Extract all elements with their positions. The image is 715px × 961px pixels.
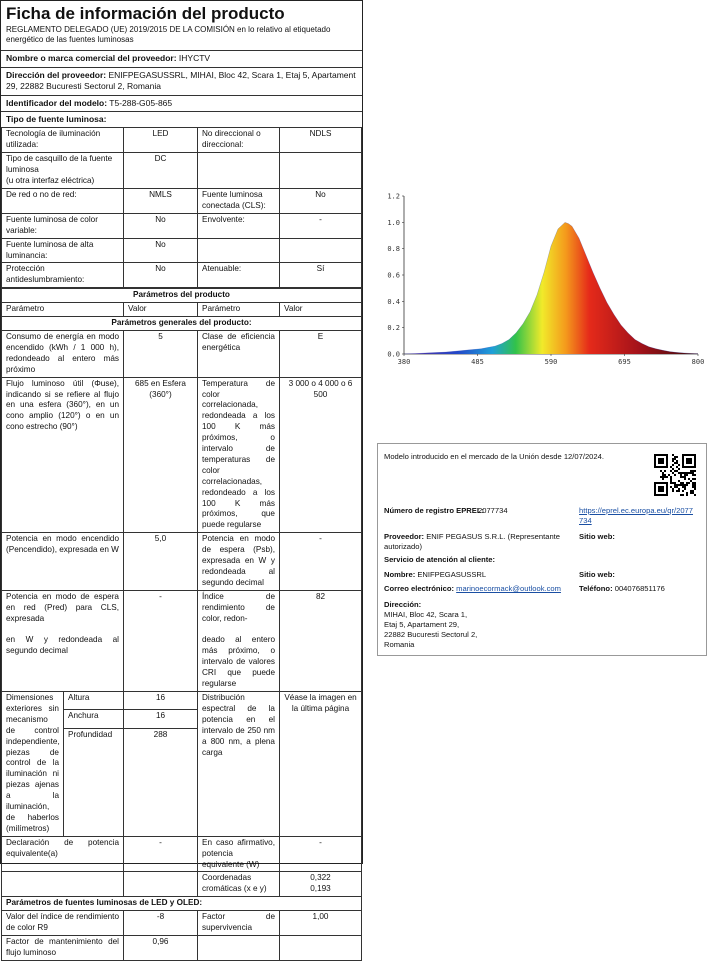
spectrum-area xyxy=(404,222,698,354)
x-tick-label: 800 xyxy=(691,358,705,366)
spectral-distribution-chart xyxy=(380,188,706,370)
supplier-address-value: ENIFPEGASUSSRL, MIHAI, Bloc 42, Scara 1, Etaj 5, Apartament 29, 22882 Bucuresti Sectorul 2, Romania xyxy=(6,69,356,92)
cell-label: Coordenadas cromáticas (x e y) xyxy=(198,872,280,897)
supplier-address-row xyxy=(1,67,362,95)
header-value: Valor xyxy=(124,303,198,317)
cell-value: - xyxy=(124,836,198,872)
address-line: MIHAI, Bloc 42, Scara 1, xyxy=(384,610,468,619)
dimension-key: Altura xyxy=(64,691,124,709)
supplier-address-label: Dirección del proveedor: xyxy=(6,69,107,80)
cell-empty xyxy=(2,872,124,897)
email-line xyxy=(384,584,561,594)
cell-label: Atenuable: xyxy=(198,263,280,288)
table-row xyxy=(2,263,362,288)
cell-text: en W y redondeada al segundo decimal xyxy=(6,635,119,656)
table-row xyxy=(2,533,362,591)
cell-label: Fuente luminosa conectada (CLS): xyxy=(198,189,280,214)
cell-label xyxy=(2,590,124,691)
y-tick-label: 0.0 xyxy=(387,350,400,359)
cell-label xyxy=(198,238,280,263)
cell-label: Envolvente: xyxy=(198,213,280,238)
cell-label: Declaración de potencia equivalente(a) xyxy=(2,836,124,872)
eprel-label: Número de registro EPREL: xyxy=(384,506,485,515)
plot-area xyxy=(387,193,704,367)
product-parameters-table xyxy=(1,288,362,961)
table-row xyxy=(2,836,362,872)
y-tick-label: 0.8 xyxy=(387,245,400,254)
table-row xyxy=(2,189,362,214)
cell-label: Temperatura de color correlacionada, redondeada a los 100 K más próximos, o intervalo de temperaturas de color correlacionadas, redondeado a los 100 K más próximos, que puede regularse xyxy=(198,377,280,533)
supplier-name-label: Nombre o marca comercial del proveedor: xyxy=(6,53,177,64)
header-parameter: Parámetro xyxy=(2,303,124,317)
phone-line xyxy=(579,584,665,594)
regulation-text: REGLAMENTO DELEGADO (UE) 2019/2015 DE LA COMISIÓN en lo relativo al etiquetado energético de las fuentes luminosas xyxy=(6,24,331,45)
cell-label: Tecnología de iluminación utilizada: xyxy=(2,128,124,153)
dimension-key: Anchura xyxy=(64,710,124,728)
cell-text: Índice de rendimiento de color, redon- xyxy=(202,591,275,623)
header-value: Valor xyxy=(280,303,362,317)
address-line: 22882 Bucuresti Sectorul 2, xyxy=(384,629,478,639)
cell-label: Factor de mantenimiento del flujo luminoso xyxy=(2,936,124,961)
chroma-x: 0,322 xyxy=(310,873,331,883)
cell-label: Potencia en modo de espera (Psb), expresada en W y redondeada al segundo decimal xyxy=(198,533,280,591)
website2-label: Sitio web: xyxy=(579,570,615,579)
source-type-heading: Tipo de fuente luminosa: xyxy=(1,111,362,127)
cell-label: Consumo de energía en modo encendido (kWh / 1 000 h), redondeado al entero más próximo xyxy=(2,330,124,377)
dimension-key: Profundidad xyxy=(64,728,124,836)
cell-text: (u otra interfaz eléctrica) xyxy=(6,176,95,186)
cell-value: - xyxy=(124,590,198,691)
name-line xyxy=(384,570,486,580)
cell-value: 82 xyxy=(280,590,362,691)
cell-label: Distribución espectral de la potencia en el intervalo de 250 nm a 800 nm, a plena carga xyxy=(198,691,280,836)
y-tick-label: 0.6 xyxy=(387,271,400,280)
cell-value: 685 en Esfera (360°) xyxy=(124,377,198,533)
table-row xyxy=(2,238,362,263)
x-tick-label: 485 xyxy=(471,358,484,366)
source-type-table xyxy=(1,127,362,288)
market-intro-text: Modelo introducido en el mercado de la Unión desde 12/07/2024. xyxy=(384,452,604,461)
chroma-y: 0,193 xyxy=(310,884,331,894)
cell-value: -8 xyxy=(124,911,198,936)
cell-label: Potencia en modo encendido (Pencendido), expresada en W xyxy=(2,533,124,591)
address-block xyxy=(384,610,477,649)
cell-value xyxy=(280,872,362,897)
cell-label: Fuente luminosa de color variable: xyxy=(2,213,124,238)
cell-value: No xyxy=(280,189,362,214)
y-tick-label: 1.2 xyxy=(387,192,400,201)
cell-value: 5 xyxy=(124,330,198,377)
table-row xyxy=(2,872,362,897)
supplier-name-value: IHYCTV xyxy=(178,53,211,64)
cell-value: Véase la imagen en la última página xyxy=(280,691,362,836)
cell-value: NDLS xyxy=(280,128,362,153)
y-tick-label: 0.4 xyxy=(387,297,400,306)
cell-label: En caso afirmativo, potencia equivalente (W) xyxy=(198,836,280,872)
table-row xyxy=(2,590,362,691)
cell-label: No direccional o direccional: xyxy=(198,128,280,153)
x-tick-label: 695 xyxy=(618,358,631,366)
cell-value: LED xyxy=(124,128,198,153)
eprel-info-box xyxy=(377,443,707,656)
y-tick-label: 0.2 xyxy=(387,324,400,333)
address-label: Dirección: xyxy=(384,600,422,609)
cell-label: Clase de eficiencia energética xyxy=(198,330,280,377)
page-title: Ficha de información del producto xyxy=(6,4,285,23)
cell-label: Valor del índice de rendimiento de color R9 xyxy=(2,911,124,936)
dimensions-label: Dimensiones exteriores sin mecanismo de control independiente, piezas de control de la iluminación ni piezas ajenas a la iluminación, de haberlos (milímetros) xyxy=(2,691,64,836)
cell-value: 3 000 o 4 000 o 6 500 xyxy=(280,377,362,533)
phone-value: 004076851176 xyxy=(614,584,665,593)
table-row xyxy=(2,897,362,911)
cell-value xyxy=(280,936,362,961)
cell-label: Flujo luminoso útil (Φuse), indicando si se refiere al flujo en una esfera (360°), en un cono amplio (120°) o en un cono estrecho (90°) xyxy=(2,377,124,533)
general-heading: Parámetros generales del producto: xyxy=(2,317,362,331)
cell-value xyxy=(280,238,362,263)
website-label: Sitio web: xyxy=(579,532,615,541)
led-heading: Parámetros de fuentes luminosas de LED y OLED: xyxy=(2,897,362,911)
cell-empty xyxy=(124,872,198,897)
cell-text: Potencia en modo de espera en red (Pred) para CLS, expresada xyxy=(6,591,119,623)
dimension-value: 288 xyxy=(124,728,198,836)
qr-code-icon[interactable] xyxy=(654,454,696,496)
cell-label: Protección antideslumbramiento: xyxy=(2,263,124,288)
table-row xyxy=(2,936,362,961)
cell-value: DC xyxy=(124,153,198,189)
eprel-link[interactable]: https://eprel.ec.europa.eu/qr/2077734 xyxy=(579,506,693,526)
email-label: Correo electrónico: xyxy=(384,584,455,593)
dimension-value: 16 xyxy=(124,710,198,728)
address-line: Etaj 5, Apartament 29, xyxy=(384,619,460,629)
cell-value: - xyxy=(280,836,362,872)
cell-value: 1,00 xyxy=(280,911,362,936)
name-value: ENIFPEGASUSSRL xyxy=(417,570,487,579)
cell-value: - xyxy=(280,533,362,591)
table-row xyxy=(2,303,362,317)
cell-label: Factor de supervivencia xyxy=(198,911,280,936)
cell-label xyxy=(198,153,280,189)
email-link[interactable]: marinoecormack@outlook.com xyxy=(456,584,561,593)
address-line: Romania xyxy=(384,639,415,649)
table-row xyxy=(2,377,362,533)
cell-label xyxy=(198,590,280,691)
cell-label: De red o no de red: xyxy=(2,189,124,214)
cell-value: 5,0 xyxy=(124,533,198,591)
cell-label xyxy=(2,153,124,189)
cell-text: deado al entero más próximo, o intervalo de valores CRI que puede regularse xyxy=(202,635,275,689)
name-label: Nombre: xyxy=(384,570,416,579)
supplier-value: ENIF PEGASUS S.R.L. (Representante autorizado) xyxy=(384,532,561,552)
cell-value: No xyxy=(124,213,198,238)
table-row xyxy=(2,289,362,303)
cell-value: Sí xyxy=(280,263,362,288)
header-parameter: Parámetro xyxy=(198,303,280,317)
eprel-value: 2077734 xyxy=(478,506,508,515)
customer-service-heading: Servicio de atención al cliente: xyxy=(384,555,495,564)
cell-value: No xyxy=(124,263,198,288)
cell-text: Tipo de casquillo de la fuente luminosa xyxy=(6,154,113,175)
table-row xyxy=(2,691,362,709)
dimension-value: 16 xyxy=(124,691,198,709)
model-id-label: Identificador del modelo: xyxy=(6,97,108,108)
cell-label: Fuente luminosa de alta luminancia: xyxy=(2,238,124,263)
cell-value: NMLS xyxy=(124,189,198,214)
table-row xyxy=(2,213,362,238)
table-row xyxy=(2,317,362,331)
x-tick-label: 590 xyxy=(544,358,558,366)
table-row xyxy=(2,153,362,189)
phone-label: Teléfono: xyxy=(579,584,613,593)
table-row xyxy=(2,330,362,377)
supplier-label: Proveedor: xyxy=(384,532,425,541)
x-tick-label: 380 xyxy=(397,358,411,366)
table-row xyxy=(2,128,362,153)
cell-value: E xyxy=(280,330,362,377)
supplier-name-row xyxy=(1,50,362,66)
cell-value xyxy=(280,153,362,189)
supplier-line xyxy=(384,532,579,553)
model-id-value: T5-288-G05-865 xyxy=(109,97,173,108)
params-heading: Parámetros del producto xyxy=(2,289,362,303)
table-row xyxy=(2,911,362,936)
y-tick-label: 1.0 xyxy=(387,218,400,227)
cell-value: - xyxy=(280,213,362,238)
cell-value: No xyxy=(124,238,198,263)
cell-value: 0,96 xyxy=(124,936,198,961)
model-id-row xyxy=(1,95,362,111)
cell-label xyxy=(198,936,280,961)
